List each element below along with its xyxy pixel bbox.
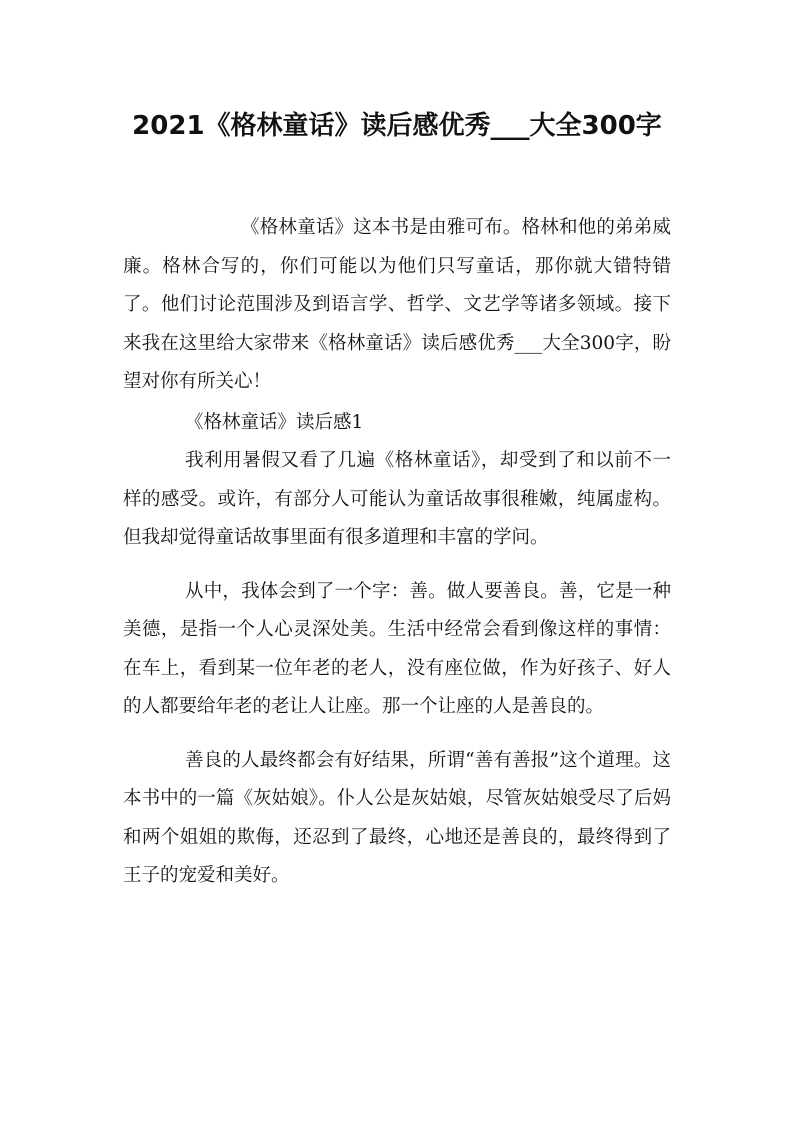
body-paragraph: 从中，我体会到了一个字：善。做人要善良。善，它是一种美德，是指一个人心灵深处美。生活中经常会看到像这样的事情：在车上，看到某一位年老的老人，没有座位做，作为好孩子、好人的人都要给年老的老让人让座。那一个让座的人是善良的。 xyxy=(123,580,671,717)
intro-paragraph: 《格林童话》这本书是由雅可布。格林和他的弟弟威廉。格林合写的，你们可能以为他们只写童话，那你就大错特错了。他们讨论范围涉及到语言学、哲学、文艺学等诸多领域。接下来我在这里给大家带来《格林童话》读后感优秀___大全300字，盼望对你有所关心！ xyxy=(123,217,671,392)
body-paragraph: 善良的人最终都会有好结果，所谓“善有善报”这个道理。这本书中的一篇《灰姑娘》。仆人公是灰姑娘，尽管灰姑娘受尽了后妈和两个姐姐的欺侮，还忍到了最终，心地还是善良的，最终得到了王子的宠爱和美好。 xyxy=(123,749,671,886)
section-heading: 《格林童话》读后感1 xyxy=(185,411,364,433)
body-paragraph: 我利用暑假又看了几遍《格林童话》，却受到了和以前不一样的感受。或许，有部分人可能认为童话故事很稚嫩，纯属虚构。但我却觉得童话故事里面有很多道理和丰富的学问。 xyxy=(123,450,671,548)
document-body xyxy=(123,209,671,896)
document-title: 2021《格林童话》读后感优秀___大全300字 xyxy=(132,111,662,141)
